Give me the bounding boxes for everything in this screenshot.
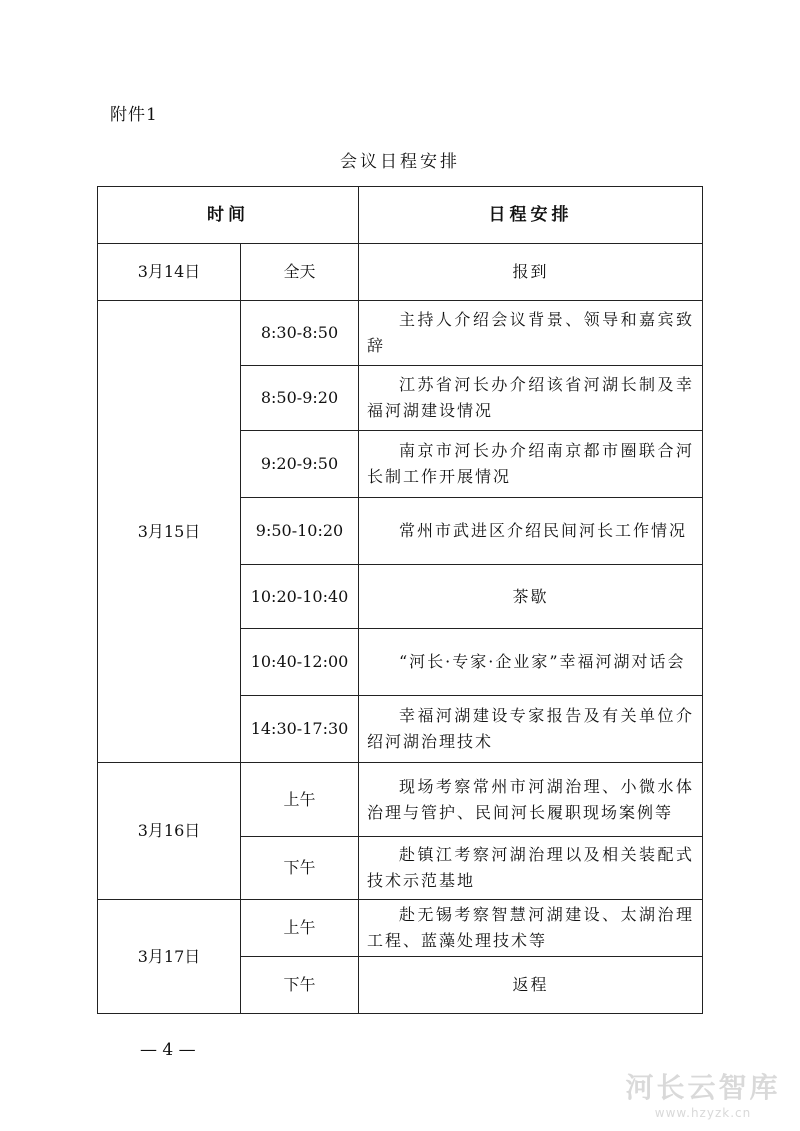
agenda-item: 茶歇 <box>359 565 703 629</box>
agenda-item: 赴无锡考察智慧河湖建设、太湖治理工程、蓝藻处理技术等 <box>359 900 703 957</box>
time-slot: 14:30-17:30 <box>241 696 359 763</box>
agenda-item: 南京市河长办介绍南京都市圈联合河长制工作开展情况 <box>359 431 703 498</box>
header-time: 时间 <box>98 187 359 244</box>
agenda-item: 返程 <box>359 957 703 1014</box>
agenda-item: “河长·专家·企业家”幸福河湖对话会 <box>359 629 703 696</box>
watermark <box>618 1066 788 1120</box>
page-number: — 4 — <box>140 1040 196 1060</box>
time-slot: 8:50-9:20 <box>241 366 359 431</box>
time-slot: 8:30-8:50 <box>241 301 359 366</box>
date-cell: 3月14日 <box>98 244 241 301</box>
table-row <box>98 244 703 301</box>
table-row <box>98 301 703 366</box>
time-slot: 上午 <box>241 900 359 957</box>
schedule-table <box>97 186 703 1014</box>
agenda-item: 常州市武进区介绍民间河长工作情况 <box>359 498 703 565</box>
date-cell: 3月15日 <box>98 301 241 763</box>
watermark-url: www.hzyzk.cn <box>654 1106 752 1120</box>
table-header-row <box>98 187 703 244</box>
date-cell: 3月17日 <box>98 900 241 1014</box>
time-slot: 9:20-9:50 <box>241 431 359 498</box>
agenda-item: 现场考察常州市河湖治理、小微水体治理与管护、民间河长履职现场案例等 <box>359 763 703 837</box>
time-slot: 10:40-12:00 <box>241 629 359 696</box>
agenda-item: 江苏省河长办介绍该省河湖长制及幸福河湖建设情况 <box>359 366 703 431</box>
time-slot: 全天 <box>241 244 359 301</box>
time-slot: 下午 <box>241 837 359 900</box>
time-slot: 下午 <box>241 957 359 1014</box>
agenda-item: 赴镇江考察河湖治理以及相关装配式技术示范基地 <box>359 837 703 900</box>
attachment-label: 附件1 <box>110 105 158 125</box>
header-agenda: 日程安排 <box>359 187 703 244</box>
time-slot: 上午 <box>241 763 359 837</box>
time-slot: 9:50-10:20 <box>241 498 359 565</box>
agenda-item: 主持人介绍会议背景、领导和嘉宾致辞 <box>359 301 703 366</box>
table-row <box>98 763 703 837</box>
agenda-item: 幸福河湖建设专家报告及有关单位介绍河湖治理技术 <box>359 696 703 763</box>
time-slot: 10:20-10:40 <box>241 565 359 629</box>
agenda-item: 报到 <box>359 244 703 301</box>
date-cell: 3月16日 <box>98 763 241 900</box>
table-row <box>98 900 703 957</box>
watermark-name: 河长云智库 <box>625 1071 781 1104</box>
document-title: 会议日程安排 <box>340 152 460 172</box>
